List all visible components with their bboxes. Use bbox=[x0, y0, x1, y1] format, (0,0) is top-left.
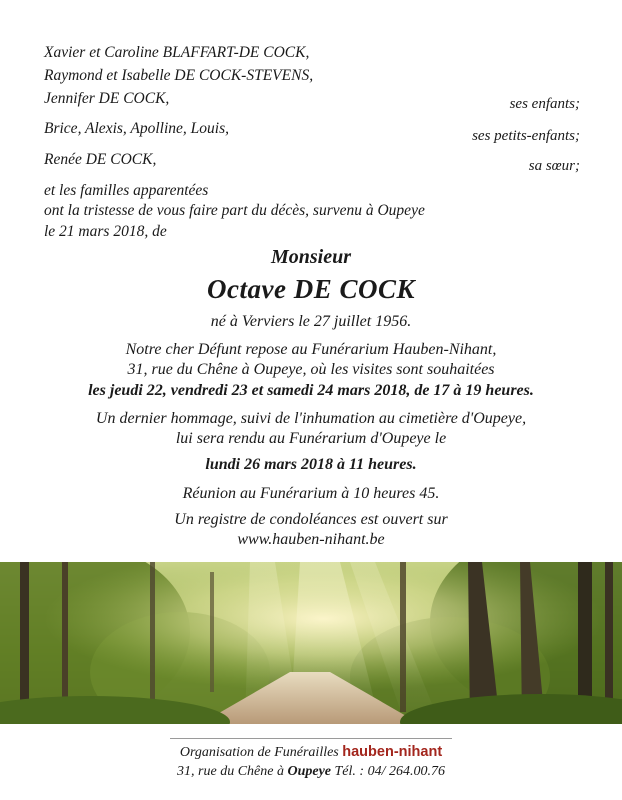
relation-grandchildren: ses petits-enfants; bbox=[472, 128, 580, 144]
brand-logo: hauben-nihant bbox=[342, 744, 443, 760]
relation-sister: sa sœur; bbox=[528, 158, 580, 174]
family-line-2: Raymond et Isabelle DE COCK-STEVENS, bbox=[44, 67, 314, 84]
ceremony-line-2: lui sera rendu au Funérarium d'Oupeye le bbox=[175, 430, 447, 447]
visit-line-2: 31, rue du Chêne à Oupeye, où les visites sont souhaitées bbox=[127, 361, 495, 378]
relation-children: ses enfants; bbox=[509, 96, 580, 112]
family-line-1: Xavier et Caroline BLAFFART-DE COCK, bbox=[44, 44, 310, 61]
footer-divider bbox=[170, 738, 452, 739]
forest-path-photo bbox=[0, 562, 622, 724]
registry-url: www.hauben-nihant.be bbox=[237, 531, 385, 548]
visit-line-1: Notre cher Défunt repose au Funérarium Hauben-Nihant, bbox=[125, 341, 497, 358]
ceremony-line-1: Un dernier hommage, suivi de l'inhumation au cimetière d'Oupeye, bbox=[95, 410, 527, 427]
registry-line-1: Un registre de condoléances est ouvert sur bbox=[174, 511, 448, 528]
deceased-title: Monsieur bbox=[270, 246, 352, 268]
sister-line: Renée DE COCK, bbox=[44, 151, 157, 168]
announce-line-2: le 21 mars 2018, de bbox=[44, 223, 167, 240]
footer-organisation bbox=[0, 744, 622, 761]
birth-line: né à Verviers le 27 juillet 1956. bbox=[210, 313, 412, 330]
family-line-3: Jennifer DE COCK, bbox=[44, 90, 170, 107]
families-line: et les familles apparentées bbox=[44, 182, 209, 199]
meeting-line: Réunion au Funérarium à 10 heures 45. bbox=[182, 485, 440, 502]
footer-phone: Tél. : 04/ 264.00.76 bbox=[334, 764, 445, 779]
ceremony-date: lundi 26 mars 2018 à 11 heures. bbox=[205, 456, 417, 473]
announce-line-1: ont la tristesse de vous faire part du décès, survenu à Oupeye bbox=[44, 202, 425, 219]
deceased-name: Octave DE COCK bbox=[207, 274, 415, 304]
visit-dates: les jeudi 22, vendredi 23 et samedi 24 mars 2018, de 17 à 19 heures. bbox=[88, 382, 534, 399]
footer-street: 31, rue du Chêne à bbox=[177, 764, 284, 779]
footer-address bbox=[0, 764, 622, 780]
grandchildren-line: Brice, Alexis, Apolline, Louis, bbox=[44, 120, 229, 137]
footer-city: Oupeye bbox=[287, 764, 332, 779]
footer-org-prefix: Organisation de Funérailles bbox=[179, 745, 339, 760]
